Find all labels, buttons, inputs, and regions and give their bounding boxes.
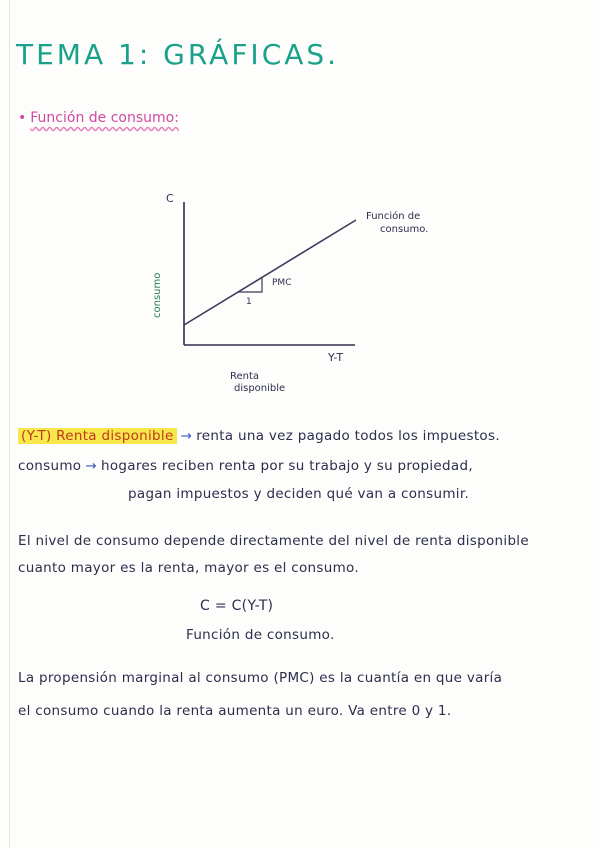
page-title: TEMA 1: GRÁFICAS. (16, 38, 340, 71)
paragraph2-line2: el consumo cuando la renta aumenta un euro. Va entre 0 y 1. (18, 703, 452, 719)
definition-consumo-cont: pagan impuestos y deciden qué van a consumir. (128, 486, 470, 502)
formula-caption: Función de consumo. (186, 627, 335, 643)
run-label: 1 (246, 297, 252, 307)
x-axis-label-2: disponible (234, 383, 286, 394)
arrow-icon: → (85, 458, 97, 474)
section-heading (18, 110, 179, 126)
consumo-text-1: hogares reciben renta por su trabajo y su propiedad, (100, 458, 473, 474)
bullet-icon: • (18, 110, 27, 126)
slope-label: PMC (272, 278, 292, 288)
consumo-term: consumo (18, 458, 82, 474)
renta-text: renta una vez pagado todos los impuestos. (196, 428, 500, 444)
definition-renta (18, 428, 500, 444)
formula-equation: C = C(Y-T) (200, 598, 274, 614)
consumption-line (184, 220, 356, 325)
paragraph1-line1: El nivel de consumo depende directamente del nivel de renta disponible (18, 533, 529, 549)
x-axis-label-1: Renta (230, 371, 260, 382)
margin-line (9, 0, 10, 848)
paragraph2-line1: La propensión marginal al consumo (PMC) es la cuantía en que varía (18, 670, 503, 686)
x-axis-letter: Y-T (328, 351, 344, 364)
definition-consumo (18, 458, 473, 474)
curve-label-1: Función de (366, 211, 421, 222)
curve-label-2: consumo. (380, 224, 429, 235)
section-label: Función de consumo: (30, 110, 179, 126)
consumption-function-graph (140, 190, 460, 400)
y-axis-label: consumo (152, 272, 163, 318)
paragraph1-line2: cuanto mayor es la renta, mayor es el consumo. (18, 560, 359, 576)
arrow-icon: → (180, 428, 193, 444)
renta-key: (Y-T) Renta disponible (18, 428, 177, 444)
y-axis-letter: C (166, 192, 174, 205)
graph-svg (140, 190, 460, 400)
